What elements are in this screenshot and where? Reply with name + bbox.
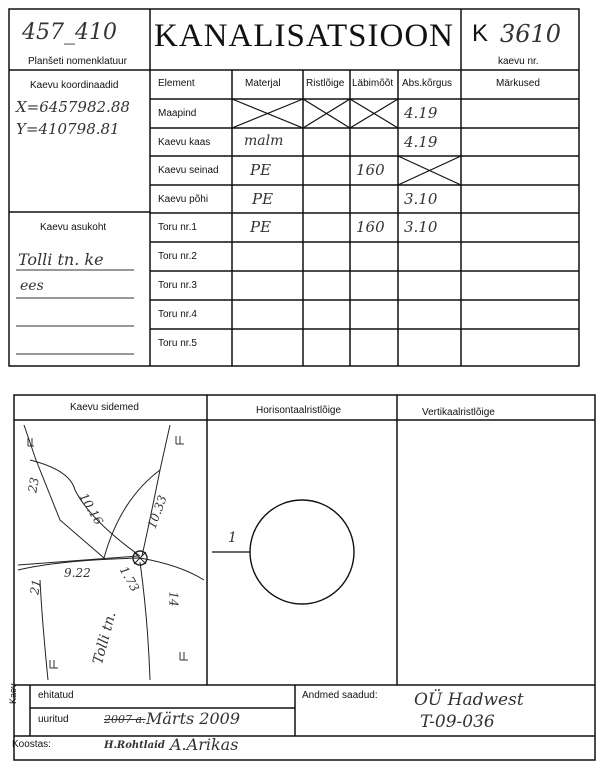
coord-y: Y=410798.81 — [16, 120, 120, 138]
well-label: kaevu nr. — [498, 56, 539, 67]
sheet-number: 457_410 — [22, 20, 117, 45]
cell-diameter: 160 — [356, 161, 385, 179]
koostas-old: H.Rohtlaid — [104, 740, 165, 751]
well-prefix: K — [472, 20, 489, 47]
sketch-pipe-label: 1 — [228, 530, 237, 546]
sketch-d2: 10.33 — [144, 493, 170, 531]
sketch-d7: 14 — [166, 591, 181, 607]
row-element: Toru nr.2 — [158, 251, 197, 262]
koostas-label: Koostas: — [12, 739, 51, 750]
kaev-label: Kaev — [8, 683, 18, 704]
cell-abs: 3.10 — [404, 218, 438, 236]
cell-diameter: 160 — [356, 218, 385, 236]
row-element: Toru nr.4 — [158, 309, 197, 320]
col-header-diameter: Läbimõõt — [352, 78, 394, 89]
andmed-value2: T-09-036 — [420, 712, 495, 732]
row-element: Toru nr.1 — [158, 222, 197, 233]
ehitatud-label: ehitatud — [38, 690, 74, 701]
col-connections: Kaevu sidemed — [70, 402, 139, 413]
col-vertical: Vertikaalristlõige — [422, 407, 495, 418]
uuritud-old: 2007 a. — [104, 713, 146, 726]
location-line2: ees — [20, 278, 44, 294]
sketch-d5: 23 — [25, 476, 42, 494]
location-label: Kaevu asukoht — [40, 222, 107, 233]
col-header-cross: Ristlõige — [306, 78, 345, 89]
row-element: Kaevu põhi — [158, 194, 209, 205]
row-element: Toru nr.5 — [158, 338, 197, 349]
coords-label: Kaevu koordinaadid — [30, 80, 119, 91]
sketch-d6: 21 — [27, 578, 44, 596]
uuritud-value: Märts 2009 — [146, 709, 241, 728]
col-header-notes: Märkused — [496, 78, 540, 89]
row-element: Kaevu seinad — [158, 165, 219, 176]
sheet-label: Planšeti nomenklatuur — [28, 56, 127, 67]
page-title: KANALISATSIOON — [154, 18, 454, 54]
sketch-d1: 10.16 — [76, 490, 106, 528]
sketch-d3: 9.22 — [64, 566, 91, 580]
andmed-value1: OÜ Hadwest — [414, 690, 524, 710]
cell-abs: 3.10 — [404, 190, 438, 208]
row-element: Kaevu kaas — [158, 137, 211, 148]
cell-material: PE — [250, 161, 272, 179]
coord-x: X=6457982.88 — [16, 98, 130, 116]
row-element: Maapind — [158, 108, 197, 119]
cell-abs: 4.19 — [404, 104, 438, 122]
well-number: 3610 — [500, 20, 562, 48]
andmed-label: Andmed saadud: — [302, 690, 378, 701]
location-line1: Tolli tn. ke — [18, 250, 104, 269]
cell-material: malm — [244, 133, 284, 149]
sketch-d4: 1.73 — [116, 563, 143, 595]
uuritud-label: uuritud — [38, 714, 69, 725]
cell-abs: 4.19 — [404, 133, 438, 151]
col-header-material: Materjal — [245, 78, 281, 89]
cell-material: PE — [250, 218, 272, 236]
row-element: Toru nr.3 — [158, 280, 197, 291]
koostas-value: A.Arikas — [170, 735, 239, 754]
col-header-element: Element — [158, 78, 195, 89]
cell-material: PE — [252, 190, 274, 208]
col-header-abs: Abs.kõrgus — [402, 78, 453, 89]
sketch-street: Tolli tn. — [90, 610, 120, 666]
col-horizontal: Horisontaalristlõige — [256, 405, 342, 416]
